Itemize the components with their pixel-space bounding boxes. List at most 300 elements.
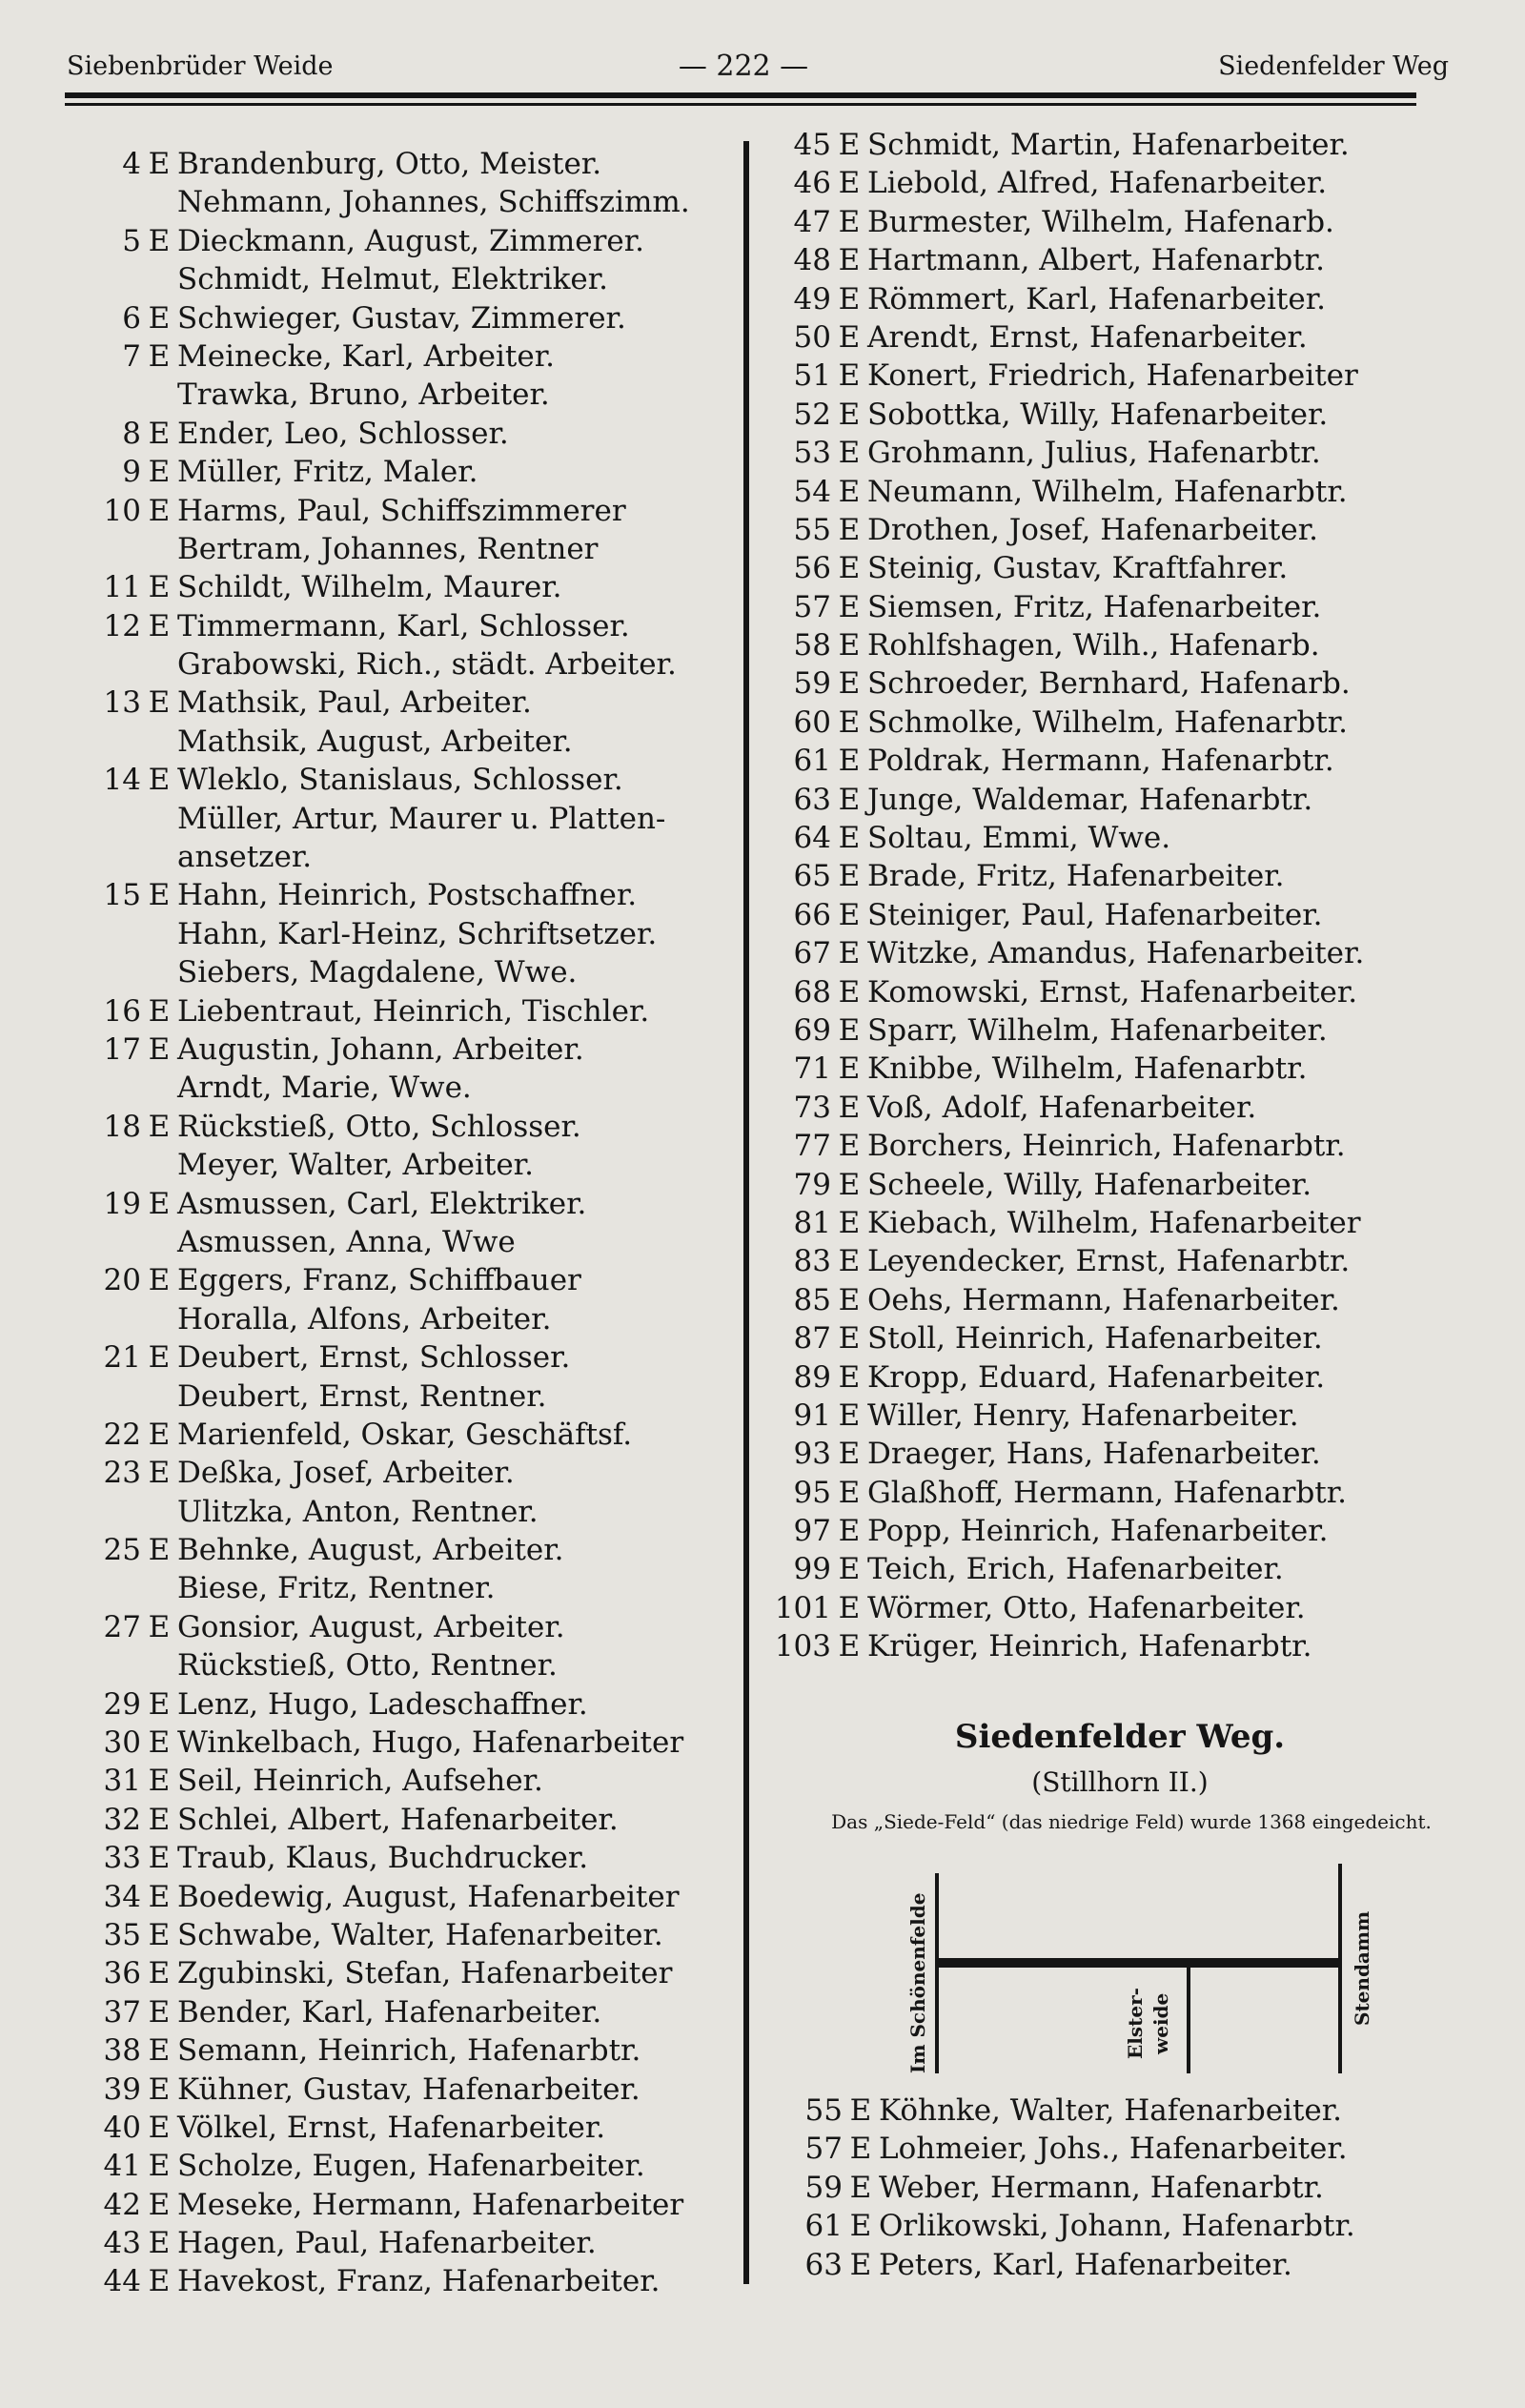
list-item bbox=[93, 684, 738, 722]
list-item bbox=[772, 973, 1458, 1011]
house-number: 57 bbox=[793, 589, 831, 624]
resident-entry: Biese, Fritz, Rentner. bbox=[177, 1571, 496, 1606]
resident-entry: Horalla, Alfons, Arbeiter. bbox=[177, 1301, 552, 1337]
resident-entry: Weber, Hermann, Hafenarbtr. bbox=[879, 2170, 1324, 2205]
house-number: 103 bbox=[774, 1629, 831, 1664]
entry-flag: E bbox=[838, 1398, 861, 1433]
house-number: 81 bbox=[793, 1205, 831, 1240]
resident-entry: Gonsior, August, Arbeiter. bbox=[177, 1609, 565, 1644]
house-number: 51 bbox=[793, 358, 831, 394]
house-number: 22 bbox=[103, 1417, 141, 1452]
house-number: 99 bbox=[793, 1552, 831, 1587]
resident-entry: Rückstieß, Otto, Rentner. bbox=[177, 1648, 558, 1684]
resident-entry: Dieckmann, August, Zimmerer. bbox=[177, 223, 645, 258]
list-item bbox=[772, 1397, 1458, 1435]
house-number: 34 bbox=[103, 1879, 141, 1914]
resident-entry: Mathsik, August, Arbeiter. bbox=[177, 724, 573, 759]
resident-entry: Witzke, Amandus, Hafenarbeiter. bbox=[867, 936, 1365, 971]
house-number: 63 bbox=[793, 782, 831, 817]
entry-flag: E bbox=[838, 974, 861, 1010]
entry-flag: E bbox=[148, 1686, 171, 1722]
resident-entry: Drothen, Josef, Hafenarbeiter. bbox=[867, 512, 1318, 547]
entry-flag: E bbox=[148, 147, 171, 181]
resident-entry: Asmussen, Anna, Wwe bbox=[177, 1224, 516, 1259]
entry-flag: E bbox=[838, 1514, 861, 1549]
entry-flag: E bbox=[838, 1359, 861, 1395]
entry-flag: E bbox=[838, 1090, 861, 1125]
list-item bbox=[772, 1435, 1458, 1473]
house-number: 27 bbox=[103, 1609, 141, 1644]
entry-flag: E bbox=[148, 1841, 171, 1876]
list-item bbox=[93, 2031, 738, 2070]
resident-entry: Borchers, Heinrich, Hafenarbtr. bbox=[867, 1129, 1346, 1164]
entry-flag: E bbox=[148, 2226, 171, 2261]
house-number: 64 bbox=[793, 821, 831, 856]
house-number: 45 bbox=[793, 128, 831, 162]
list-item bbox=[93, 337, 738, 376]
entry-flag: E bbox=[148, 1764, 171, 1799]
house-number: 91 bbox=[793, 1398, 831, 1433]
house-number: 39 bbox=[103, 2071, 141, 2107]
resident-entry: Steiniger, Paul, Hafenarbeiter. bbox=[867, 897, 1323, 932]
house-number: 79 bbox=[793, 1167, 831, 1202]
list-item bbox=[772, 1512, 1458, 1550]
house-number: 10 bbox=[103, 493, 141, 528]
left-column bbox=[93, 145, 738, 2301]
list-item bbox=[772, 126, 1458, 164]
resident-entry: Sobottka, Willy, Hafenarbeiter. bbox=[867, 397, 1329, 432]
entry-flag: E bbox=[838, 1167, 861, 1202]
list-item bbox=[772, 357, 1458, 395]
entry-flag: E bbox=[838, 782, 861, 817]
house-number: 65 bbox=[793, 859, 831, 894]
street-map bbox=[886, 1864, 1382, 2078]
house-number: 63 bbox=[804, 2247, 843, 2282]
entry-flag: E bbox=[838, 704, 861, 740]
entry-flag: E bbox=[838, 1244, 861, 1279]
entry-flag: E bbox=[849, 2170, 872, 2205]
resident-entry: Boedewig, August, Hafenarbeiter bbox=[177, 1879, 680, 1914]
resident-entry: Teich, Erich, Hafenarbeiter. bbox=[867, 1552, 1284, 1587]
resident-entry: Marienfeld, Oskar, Geschäftsf. bbox=[177, 1417, 633, 1452]
entry-flag: E bbox=[148, 2187, 171, 2222]
entry-flag: E bbox=[838, 319, 861, 355]
house-number: 55 bbox=[804, 2093, 843, 2128]
house-number: 43 bbox=[103, 2226, 141, 2261]
entry-flag: E bbox=[838, 936, 861, 971]
resident-entry: Schmidt, Helmut, Elektriker. bbox=[177, 262, 608, 297]
entry-flag: E bbox=[148, 416, 171, 451]
house-number: 83 bbox=[793, 1244, 831, 1279]
list-item bbox=[772, 280, 1458, 318]
list-item bbox=[772, 318, 1458, 357]
resident-entry: Deubert, Ernst, Rentner. bbox=[177, 1378, 547, 1414]
list-item bbox=[772, 934, 1458, 972]
resident-entry: Müller, Artur, Maurer u. Platten- bbox=[177, 801, 666, 836]
house-number: 4 bbox=[122, 147, 141, 181]
house-number: 53 bbox=[793, 436, 831, 471]
house-number: 69 bbox=[793, 1012, 831, 1048]
house-number: 59 bbox=[793, 666, 831, 702]
street-note: Das „Siede-Feld“ (das niedrige Feld) wurde 1368 eingedeicht. bbox=[831, 1810, 1432, 1833]
entry-flag: E bbox=[148, 993, 171, 1029]
list-item bbox=[93, 2262, 738, 2300]
house-number: 73 bbox=[793, 1090, 831, 1125]
resident-entry: Kropp, Eduard, Hafenarbeiter. bbox=[867, 1359, 1326, 1395]
house-number: 97 bbox=[793, 1514, 831, 1549]
entry-flag: E bbox=[148, 2149, 171, 2184]
entry-flag: E bbox=[838, 1051, 861, 1087]
resident-entry: Orlikowski, Johann, Hafenarbtr. bbox=[879, 2209, 1355, 2244]
house-number: 49 bbox=[793, 281, 831, 316]
entry-flag: E bbox=[148, 1802, 171, 1837]
entry-flag: E bbox=[148, 608, 171, 643]
entry-flag: E bbox=[148, 685, 171, 721]
house-number: 40 bbox=[103, 2110, 141, 2145]
list-item bbox=[93, 145, 738, 183]
house-number: 36 bbox=[103, 1956, 141, 1991]
resident-entry: Oehs, Hermann, Hafenarbeiter. bbox=[867, 1282, 1340, 1317]
list-item bbox=[772, 1281, 1458, 1319]
resident-entry: Schmidt, Martin, Hafenarbeiter. bbox=[867, 128, 1350, 162]
entry-flag: E bbox=[148, 1609, 171, 1644]
house-number: 15 bbox=[103, 878, 141, 913]
list-item bbox=[93, 1608, 738, 1646]
list-item bbox=[772, 1242, 1458, 1280]
resident-entry: Ender, Leo, Schlosser. bbox=[177, 416, 509, 451]
list-item bbox=[93, 992, 738, 1031]
column-divider bbox=[743, 141, 749, 2284]
house-number: 58 bbox=[793, 628, 831, 663]
list-item bbox=[772, 1627, 1458, 1665]
resident-entry: Traub, Klaus, Buchdrucker. bbox=[177, 1841, 589, 1876]
resident-entry: Nehmann, Johannes, Schiffszimm. bbox=[177, 185, 690, 220]
resident-entry: Glaßhoff, Hermann, Hafenarbtr. bbox=[867, 1475, 1348, 1510]
resident-entry: Burmester, Wilhelm, Hafenarb. bbox=[867, 204, 1334, 239]
resident-entry: Lohmeier, Johs., Hafenarbeiter. bbox=[879, 2132, 1348, 2167]
list-item bbox=[93, 1493, 738, 1531]
resident-entry: Mathsik, Paul, Arbeiter. bbox=[177, 685, 532, 721]
house-number: 7 bbox=[122, 338, 141, 374]
resident-entry: Ulitzka, Anton, Rentner. bbox=[177, 1494, 539, 1529]
entry-flag: E bbox=[148, 1533, 171, 1568]
list-item bbox=[93, 376, 738, 414]
entry-flag: E bbox=[838, 821, 861, 856]
entry-flag: E bbox=[148, 1417, 171, 1452]
resident-entry: Schwieger, Gustav, Zimmerer. bbox=[177, 300, 626, 336]
list-item bbox=[772, 1550, 1458, 1588]
resident-entry: Brade, Fritz, Hafenarbeiter. bbox=[867, 859, 1285, 894]
house-number: 21 bbox=[103, 1340, 141, 1376]
resident-entry: Siebers, Magdalene, Wwe. bbox=[177, 955, 578, 990]
list-item bbox=[93, 1261, 738, 1299]
entry-flag: E bbox=[838, 1282, 861, 1317]
resident-entry: Scholze, Eugen, Hafenarbeiter. bbox=[177, 2149, 645, 2184]
entry-flag: E bbox=[838, 1590, 861, 1625]
entry-flag: E bbox=[148, 1879, 171, 1914]
house-number: 56 bbox=[793, 551, 831, 586]
house-number: 47 bbox=[793, 204, 831, 239]
entry-flag: E bbox=[849, 2209, 872, 2244]
house-number: 55 bbox=[793, 512, 831, 547]
list-item bbox=[783, 2130, 1470, 2168]
entry-flag: E bbox=[838, 666, 861, 702]
entry-flag: E bbox=[148, 1186, 171, 1221]
list-item bbox=[93, 1954, 738, 1992]
entry-flag: E bbox=[838, 166, 861, 201]
list-item bbox=[93, 1801, 738, 1839]
house-number: 29 bbox=[103, 1686, 141, 1722]
resident-entry: Arendt, Ernst, Hafenarbeiter. bbox=[867, 319, 1308, 355]
resident-entry: Hahn, Karl-Heinz, Schriftsetzer. bbox=[177, 916, 658, 951]
entry-flag: E bbox=[148, 2264, 171, 2299]
resident-entry: Hahn, Heinrich, Postschaffner. bbox=[177, 878, 638, 913]
entry-flag: E bbox=[838, 512, 861, 547]
house-number: 6 bbox=[122, 300, 141, 336]
list-item bbox=[93, 1839, 738, 1877]
list-item bbox=[772, 1358, 1458, 1397]
list-item bbox=[93, 1454, 738, 1492]
entry-flag: E bbox=[148, 1031, 171, 1067]
resident-entry: Willer, Henry, Hafenarbeiter. bbox=[867, 1398, 1299, 1433]
list-item bbox=[772, 1319, 1458, 1357]
entry-flag: E bbox=[838, 1437, 861, 1472]
resident-entry: Steinig, Gustav, Kraftfahrer. bbox=[867, 551, 1289, 586]
street-entries bbox=[783, 2092, 1470, 2284]
entry-flag: E bbox=[148, 878, 171, 913]
list-item bbox=[93, 1531, 738, 1569]
list-item bbox=[93, 1762, 738, 1800]
entry-flag: E bbox=[148, 2110, 171, 2145]
house-number: 57 bbox=[804, 2132, 843, 2167]
list-item bbox=[93, 1993, 738, 2031]
house-number: 37 bbox=[103, 1994, 141, 2030]
resident-entry: Liebold, Alfred, Hafenarbeiter. bbox=[867, 166, 1328, 201]
resident-entry: Draeger, Hans, Hafenarbeiter. bbox=[867, 1437, 1321, 1472]
list-item bbox=[93, 183, 738, 221]
right-column bbox=[772, 126, 1458, 1666]
list-item bbox=[93, 645, 738, 684]
resident-entry: Krüger, Heinrich, Hafenarbtr. bbox=[867, 1629, 1312, 1664]
list-item bbox=[93, 1300, 738, 1338]
entry-flag: E bbox=[838, 1552, 861, 1587]
house-number: 9 bbox=[122, 455, 141, 490]
resident-entry: Deßka, Josef, Arbeiter. bbox=[177, 1456, 515, 1491]
house-number: 48 bbox=[793, 243, 831, 278]
resident-entry: Grohmann, Julius, Hafenarbtr. bbox=[867, 436, 1321, 471]
list-item bbox=[93, 1185, 738, 1223]
entry-flag: E bbox=[148, 1994, 171, 2030]
list-item bbox=[93, 568, 738, 606]
list-item bbox=[772, 1089, 1458, 1127]
list-item bbox=[772, 588, 1458, 626]
list-item bbox=[93, 530, 738, 568]
resident-entry: ansetzer. bbox=[177, 840, 313, 875]
list-item bbox=[772, 819, 1458, 857]
list-item bbox=[93, 1724, 738, 1762]
house-number: 68 bbox=[793, 974, 831, 1010]
list-item bbox=[93, 1338, 738, 1377]
list-item bbox=[93, 1569, 738, 1607]
resident-entry: Köhnke, Walter, Hafenarbeiter. bbox=[879, 2093, 1343, 2128]
house-number: 12 bbox=[103, 608, 141, 643]
resident-entry: Rohlfshagen, Wilh., Hafenarb. bbox=[867, 628, 1320, 663]
list-item bbox=[772, 164, 1458, 202]
house-number: 85 bbox=[793, 1282, 831, 1317]
entry-flag: E bbox=[838, 1205, 861, 1240]
resident-entry: Meyer, Walter, Arbeiter. bbox=[177, 1148, 534, 1183]
house-number: 35 bbox=[103, 1917, 141, 1952]
entry-flag: E bbox=[148, 1725, 171, 1761]
house-number: 16 bbox=[103, 993, 141, 1029]
resident-entry: Römmert, Karl, Hafenarbeiter. bbox=[867, 281, 1326, 316]
entry-flag: E bbox=[148, 2071, 171, 2107]
resident-entry: Kiebach, Wilhelm, Hafenarbeiter bbox=[867, 1205, 1361, 1240]
list-item bbox=[783, 2246, 1470, 2284]
house-number: 101 bbox=[774, 1590, 831, 1625]
resident-entry: Siemsen, Fritz, Hafenarbeiter. bbox=[867, 589, 1322, 624]
entry-flag: E bbox=[148, 1263, 171, 1298]
list-item bbox=[772, 857, 1458, 895]
entry-flag: E bbox=[148, 1456, 171, 1491]
house-number: 89 bbox=[793, 1359, 831, 1395]
resident-entry: Soltau, Emmi, Wwe. bbox=[867, 821, 1171, 856]
entry-flag: E bbox=[838, 397, 861, 432]
resident-entry: Grabowski, Rich., städt. Arbeiter. bbox=[177, 647, 677, 683]
entry-flag: E bbox=[148, 300, 171, 336]
resident-entry: Komowski, Ernst, Hafenarbeiter. bbox=[867, 974, 1358, 1010]
resident-entry: Winkelbach, Hugo, Hafenarbeiter bbox=[177, 1725, 684, 1761]
entry-flag: E bbox=[838, 358, 861, 394]
list-item bbox=[93, 2109, 738, 2147]
list-item bbox=[93, 2071, 738, 2109]
resident-entry: Wörmer, Otto, Hafenarbeiter. bbox=[867, 1590, 1306, 1625]
resident-entry: Behnke, August, Arbeiter. bbox=[177, 1533, 564, 1568]
list-item bbox=[772, 1589, 1458, 1627]
house-number: 14 bbox=[103, 763, 141, 798]
list-item bbox=[772, 511, 1458, 549]
entry-flag: E bbox=[849, 2132, 872, 2167]
resident-entry: Hartmann, Albert, Hafenarbtr. bbox=[867, 243, 1325, 278]
resident-entry: Scheele, Willy, Hafenarbeiter. bbox=[867, 1167, 1312, 1202]
header-rule-thick bbox=[65, 92, 1416, 98]
resident-entry: Schwabe, Walter, Hafenarbeiter. bbox=[177, 1917, 663, 1952]
resident-entry: Arndt, Marie, Wwe. bbox=[177, 1071, 472, 1106]
resident-entry: Trawka, Bruno, Arbeiter. bbox=[177, 378, 550, 413]
house-number: 71 bbox=[793, 1051, 831, 1087]
list-item bbox=[772, 1474, 1458, 1512]
resident-entry: Seil, Heinrich, Aufseher. bbox=[177, 1764, 543, 1799]
house-number: 8 bbox=[122, 416, 141, 451]
list-item bbox=[772, 1011, 1458, 1050]
house-number: 41 bbox=[103, 2149, 141, 2184]
list-item bbox=[93, 1916, 738, 1954]
resident-entry: Voß, Adolf, Hafenarbeiter. bbox=[867, 1090, 1257, 1125]
list-item bbox=[93, 876, 738, 914]
resident-entry: Lenz, Hugo, Ladeschaffner. bbox=[177, 1686, 588, 1722]
resident-entry: Kühner, Gustav, Hafenarbeiter. bbox=[177, 2071, 640, 2107]
resident-entry: Knibbe, Wilhelm, Hafenarbtr. bbox=[867, 1051, 1308, 1087]
resident-entry: Liebentraut, Heinrich, Tischler. bbox=[177, 993, 650, 1029]
house-number: 33 bbox=[103, 1841, 141, 1876]
list-item bbox=[93, 1223, 738, 1261]
list-item bbox=[783, 2169, 1470, 2207]
list-item bbox=[93, 915, 738, 953]
list-item bbox=[93, 1685, 738, 1724]
resident-entry: Meinecke, Karl, Arbeiter. bbox=[177, 338, 555, 374]
resident-entry: Wleklo, Stanislaus, Schlosser. bbox=[177, 763, 623, 798]
house-number: 38 bbox=[103, 2033, 141, 2069]
entry-flag: E bbox=[148, 1917, 171, 1952]
resident-entry: Meseke, Hermann, Hafenarbeiter bbox=[177, 2187, 684, 2222]
house-number: 20 bbox=[103, 1263, 141, 1298]
map-label-stendamm: Stendamm bbox=[1351, 1910, 1373, 2026]
house-number: 17 bbox=[103, 1031, 141, 1067]
resident-entry: Stoll, Heinrich, Hafenarbeiter. bbox=[867, 1321, 1323, 1357]
resident-entry: Harms, Paul, Schiffszimmerer bbox=[177, 493, 626, 528]
map-label-weide: weide bbox=[1149, 1992, 1172, 2054]
list-item bbox=[93, 1108, 738, 1146]
resident-entry: Schlei, Albert, Hafenarbeiter. bbox=[177, 1802, 619, 1837]
map-label-elster: Elster- bbox=[1124, 1988, 1147, 2059]
entry-flag: E bbox=[148, 1340, 171, 1376]
resident-entry: Bertram, Johannes, Rentner bbox=[177, 531, 599, 566]
entry-flag: E bbox=[838, 281, 861, 316]
resident-entry: Hagen, Paul, Hafenarbeiter. bbox=[177, 2226, 597, 2261]
resident-entry: Rückstieß, Otto, Schlosser. bbox=[177, 1109, 581, 1144]
entry-flag: E bbox=[838, 204, 861, 239]
resident-entry: Popp, Heinrich, Hafenarbeiter. bbox=[867, 1514, 1329, 1549]
list-item bbox=[772, 704, 1458, 742]
house-number: 77 bbox=[793, 1129, 831, 1164]
resident-entry: Deubert, Ernst, Schlosser. bbox=[177, 1340, 571, 1376]
list-item bbox=[772, 241, 1458, 279]
house-number: 30 bbox=[103, 1725, 141, 1761]
street-subtitle: (Stillhorn II.) bbox=[1031, 1766, 1209, 1798]
house-number: 95 bbox=[793, 1475, 831, 1510]
list-item bbox=[93, 838, 738, 876]
list-item bbox=[772, 626, 1458, 664]
list-item bbox=[93, 1069, 738, 1107]
list-item bbox=[93, 761, 738, 799]
list-item bbox=[93, 607, 738, 645]
resident-entry: Poldrak, Hermann, Hafenarbtr. bbox=[867, 744, 1334, 779]
resident-entry: Schmolke, Wilhelm, Hafenarbtr. bbox=[867, 704, 1349, 740]
list-item bbox=[772, 1050, 1458, 1088]
house-number: 67 bbox=[793, 936, 831, 971]
entry-flag: E bbox=[849, 2247, 872, 2282]
entry-flag: E bbox=[838, 859, 861, 894]
list-item bbox=[93, 1031, 738, 1069]
list-item bbox=[772, 781, 1458, 819]
resident-entry: Semann, Heinrich, Hafenarbtr. bbox=[177, 2033, 641, 2069]
entry-flag: E bbox=[148, 223, 171, 258]
resident-entry: Konert, Friedrich, Hafenarbeiter bbox=[867, 358, 1358, 394]
resident-entry: Eggers, Franz, Schiffbauer bbox=[177, 1263, 581, 1298]
house-number: 25 bbox=[103, 1533, 141, 1568]
house-number: 52 bbox=[793, 397, 831, 432]
list-item bbox=[93, 1646, 738, 1684]
house-number: 23 bbox=[103, 1456, 141, 1491]
entry-flag: E bbox=[849, 2093, 872, 2128]
house-number: 60 bbox=[793, 704, 831, 740]
resident-entry: Müller, Fritz, Maler. bbox=[177, 455, 478, 490]
list-item bbox=[772, 434, 1458, 472]
page-number: — 222 — bbox=[678, 50, 809, 83]
house-number: 50 bbox=[793, 319, 831, 355]
house-number: 31 bbox=[103, 1764, 141, 1799]
resident-entry: Leyendecker, Ernst, Hafenarbtr. bbox=[867, 1244, 1351, 1279]
